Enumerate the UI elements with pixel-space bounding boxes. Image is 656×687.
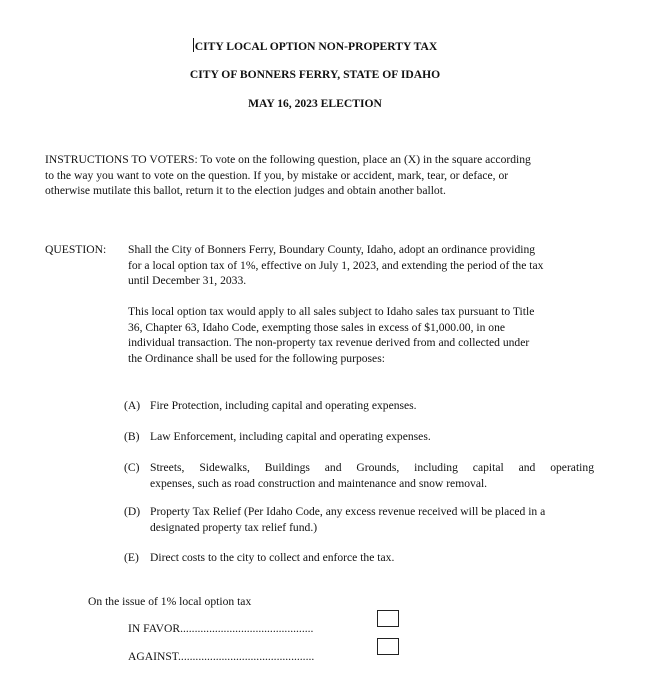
question-line: for a local option tax of 1%, effective on July 1, 2023, and extending the period of the tax [128, 258, 544, 272]
instructions-line: INSTRUCTIONS TO VOTERS: To vote on the following question, place an (X) in the square according [45, 153, 531, 166]
ballot-title [0, 38, 630, 55]
vote-issue-text: On the issue of 1% local option tax [88, 595, 252, 608]
question-label: QUESTION: [45, 243, 107, 256]
purpose-label: (B) [124, 430, 140, 443]
purpose-text [150, 460, 594, 491]
purpose-line: Property Tax Relief (Per Idaho Code, any excess revenue received will be placed in a [150, 505, 546, 518]
purpose-text: Law Enforcement, including capital and operating expenses. [150, 430, 431, 443]
purpose-label: (D) [124, 505, 141, 518]
details-line: the Ordinance shall be used for the following purposes: [128, 351, 385, 365]
dot-leader: ............................................... [178, 650, 315, 663]
ballot-election-date: MAY 16, 2023 ELECTION [248, 97, 382, 110]
ballot-title-text: CITY LOCAL OPTION NON-PROPERTY TAX [194, 40, 438, 53]
question-text [128, 242, 598, 289]
purpose-line: designated property tax relief fund.) [150, 520, 318, 534]
details-line: 36, Chapter 63, Idaho Code, exempting those sales in excess of $1,000.00, in one [128, 320, 506, 334]
details-line: This local option tax would apply to all sales subject to Idaho sales tax pursuant to Title [128, 305, 535, 318]
purpose-text: Fire Protection, including capital and operating expenses. [150, 399, 417, 412]
purpose-label: (A) [124, 399, 141, 412]
dot-leader: .............................................. [180, 622, 314, 635]
purpose-line: expenses, such as road construction and maintenance and snow removal. [150, 476, 488, 490]
details-line: individual transaction. The non-property tax revenue derived from and collected under [128, 336, 530, 350]
voter-instructions [45, 152, 605, 199]
against-checkbox[interactable] [377, 638, 399, 655]
question-details [128, 304, 598, 366]
text-cursor [193, 38, 194, 52]
in-favor-checkbox[interactable] [377, 610, 399, 627]
purpose-label: (C) [124, 461, 140, 474]
purpose-line: Streets, Sidewalks, Buildings and Grounds, including capital and operating [150, 461, 594, 474]
question-line: until December 31, 2033. [128, 274, 247, 288]
instructions-line: to the way you want to vote on the question. If you, by mistake or accident, mark, tear, or deface, or [45, 168, 509, 182]
against-option [128, 649, 376, 665]
against-label: AGAINST [128, 650, 179, 663]
purpose-text [150, 504, 594, 535]
ballot-subtitle-city: CITY OF BONNERS FERRY, STATE OF IDAHO [189, 68, 441, 81]
purpose-label: (E) [124, 551, 139, 564]
question-line: Shall the City of Bonners Ferry, Boundary County, Idaho, adopt an ordinance providing [128, 243, 536, 256]
in-favor-option [128, 621, 376, 637]
in-favor-label: IN FAVOR [128, 622, 181, 635]
purpose-text: Direct costs to the city to collect and enforce the tax. [150, 551, 395, 564]
instructions-line: otherwise mutilate this ballot, return it to the election judges and obtain another ballot. [45, 184, 446, 198]
